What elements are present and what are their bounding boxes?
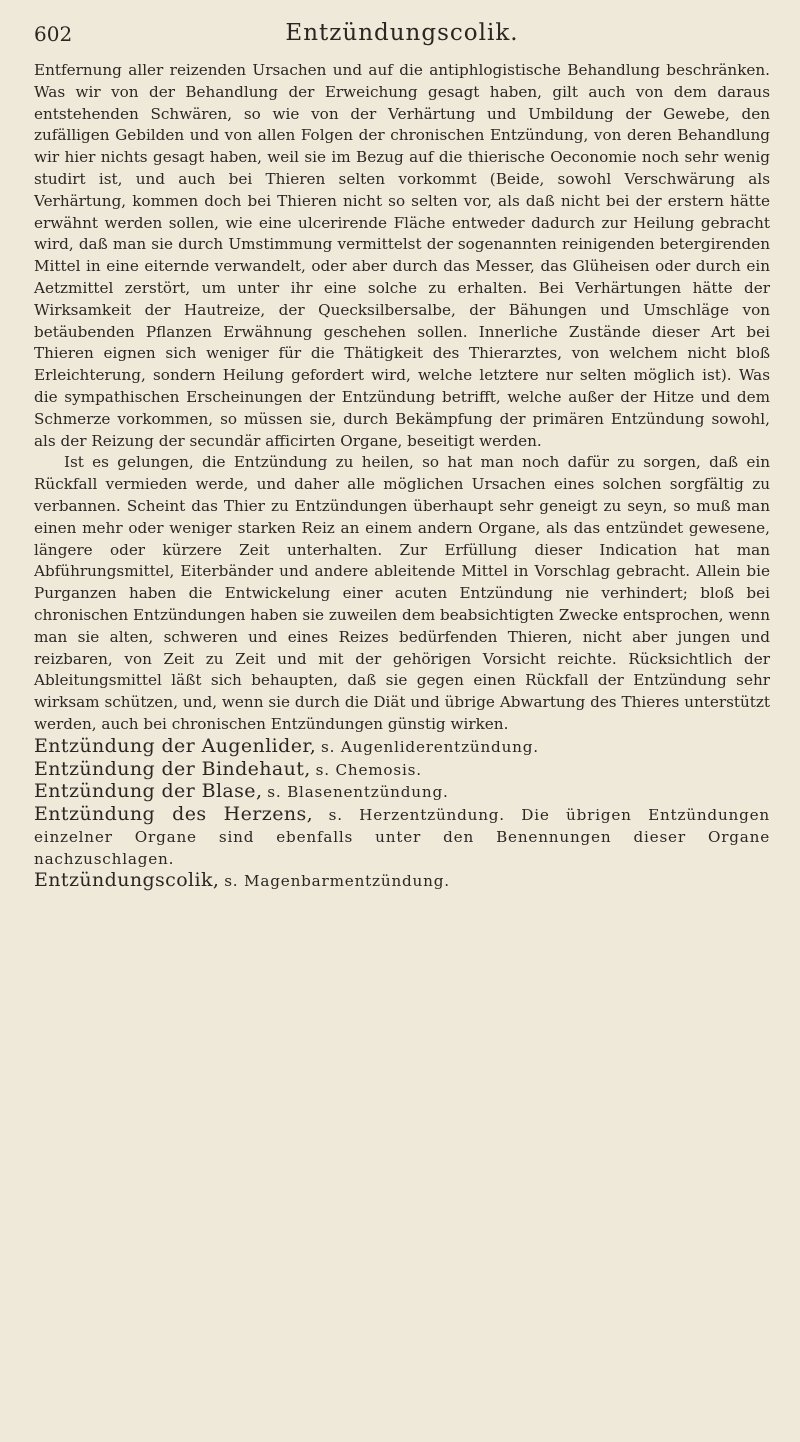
dictionary-entry <box>34 804 770 870</box>
page-header <box>34 14 770 58</box>
entry-headword: Entzündung der Augenlider, <box>34 734 317 757</box>
entry-reference: s. Augenliderentzündung. <box>321 737 539 756</box>
running-head: Entzündungscolik. <box>285 20 519 46</box>
paragraph: Ist es gelungen, die Entzündung zu heilen, so hat man noch dafür zu sorgen, daß ein Rückfall vermieden werde, und daher alle möglichen Ursachen eines solchen sorgfältig zu verbannen. Scheint das Thier zu Entzündungen überhaupt sehr geneigt zu seyn, so muß man einen mehr oder weniger starken Reiz an einem andern Organe, als das entzündet gewesene, längere oder kürzere Zeit unterhalten. Zur Erfüllung dieser Indication hat man Abführungsmittel, Eiterbänder und andere ableitende Mittel in Vorschlag gebracht. Allein bie Purganzen haben die Entwickelung einer acuten Entzündung nie verhindert; bloß bei chronischen Entzündungen haben sie zuweilen dem beabsichtigten Zwecke entsprochen, wenn man sie alten, schweren und eines Reizes bedürfenden Thieren, nicht aber jungen und reizbaren, von Zeit zu Zeit und mit der gehörigen Vorsicht reichte. Rücksichtlich der Ableitungsmittel läßt sich behaupten, daß sie gegen einen Rückfall der Entzündung sehr wirksam schützen, und, wenn sie durch die Diät und übrige Abwartung des Thieres unterstützt werden, auch bei chronischen Entzündungen günstig wirken. <box>34 453 770 733</box>
entry-reference: s. Herzentzündung. Die übrigen Entzündungen einzelner Organe sind ebenfalls unter den Benennungen dieser Organe nachzuschlagen. <box>34 806 771 868</box>
page-number: 602 <box>34 22 73 46</box>
entry-reference: s. Blasenentzündung. <box>267 783 449 802</box>
dictionary-entry <box>34 736 770 759</box>
entry-headword: Entzündungscolik, <box>34 869 220 892</box>
body-text <box>34 60 770 893</box>
dictionary-entry <box>34 781 770 804</box>
entry-headword: Entzündung des Herzens, <box>34 803 314 826</box>
entry-reference: s. Chemosis. <box>315 760 422 779</box>
entry-headword: Entzündung der Blase, <box>34 780 263 803</box>
entry-headword: Entzündung der Bindehaut, <box>34 757 311 780</box>
paragraph: Entfernung aller reizenden Ursachen und auf die antiphlogistische Behandlung beschränken. Was wir von der Behandlung der Erweichung gesagt haben, gilt auch von dem daraus entstehenden Schwären, so wie von der Verhärtung und Umbildung der Gewebe, den zufälligen Gebilden und von allen Folgen der chronischen Entzündung, von deren Behandlung wir hier nichts gesagt haben, weil sie im Bezug auf die thierische Oeconomie noch sehr wenig studirt ist, und auch bei Thieren selten vorkommt (Beide, sowohl Verschwärung als Verhärtung, kommen doch bei Thieren nicht so selten vor, als daß nicht bei der erstern hätte erwähnt werden sollen, wie eine ulcerirende Fläche entweder dadurch zur Heilung gebracht wird, daß man sie durch Umstimmung vermittelst der sogenannten reinigenden betergirenden Mittel in eine eiternde verwandelt, oder aber durch das Messer, das Glüheisen oder durch ein Aetzmittel zerstört, um unter ihr eine solche zu erhalten. Bei Verhärtungen hätte der Wirksamkeit der Hautreize, der Quecksilbersalbe, der Bähungen und Umschläge von betäubenden Pflanzen Erwähnung geschehen sollen. Innerliche Zustände dieser Art bei Thieren eignen sich weniger für die Thätigkeit des Thierarztes, von welchem nicht bloß Erleichterung, sondern Heilung gefordert wird, welche letztere nur selten möglich ist). Was die sympathischen Erscheinungen der Entzündung betrifft, welche außer der Hitze und dem Schmerze vorkommen, so müssen sie, durch Bekämpfung der primären Entzündung sowohl, als der Reizung der secundär afficirten Organe, beseitigt werden. <box>34 61 770 450</box>
dictionary-entry <box>34 870 770 893</box>
entry-reference: s. Magenbarmentzündung. <box>224 872 450 891</box>
dictionary-entry <box>34 759 770 782</box>
